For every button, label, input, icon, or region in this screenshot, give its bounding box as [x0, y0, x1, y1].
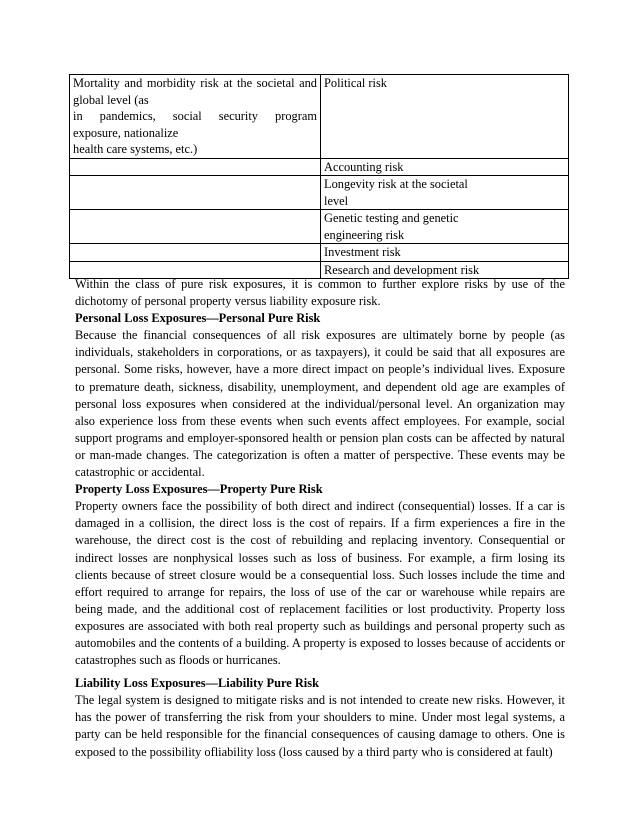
- section-heading-liability: Liability Loss Exposures—Liability Pure Risk: [75, 676, 319, 691]
- table-cell-right: [321, 176, 569, 210]
- body-text: [75, 276, 565, 761]
- cell-line: Political risk: [324, 76, 387, 90]
- table-row: [70, 75, 569, 159]
- cell-line: Accounting risk: [324, 159, 404, 174]
- cell-line: engineering risk: [324, 227, 405, 242]
- cell-line: Mortality and morbidity risk at the societal and: [73, 76, 317, 90]
- section-body-liability: The legal system is designed to mitigate risks and is not intended to create new risks. However, it has the power of transferring the risk from your shoulders to mine. Under most legal systems, a party can be held responsible for the financial consequences of causing damage to others. One is exposed to the possibility ofliability loss (loss caused by a third party who is considered at fault): [75, 693, 565, 759]
- cell-line: Research and development risk: [324, 262, 480, 277]
- cell-line: exposure, nationalize: [73, 125, 179, 140]
- table-row: [70, 244, 569, 262]
- table-cell-left: [70, 210, 321, 244]
- table-cell-right: [321, 244, 569, 262]
- section-body-personal: Because the financial consequences of all risk exposures are ultimately borne by people (as individuals, stakeholders in corporations, or as taxpayers), it could be said that all exposures are personal. Some risks, however, have a more direct impact on people’s individual lives. Exposure to premature death, sickness, disability, unemployment, and dependent old age are examples of personal loss exposures when considered at the individual/personal level. An organization may also experience loss from these events when such events affect employees. For example, social support programs and employer-sponsored health or pension plan costs can be affected by natural or man-made changes. The categorization is often a matter of perspective. These events may be catastrophic or accidental.: [75, 328, 565, 480]
- table-cell-left: [70, 158, 321, 176]
- table-row: [70, 210, 569, 244]
- cell-line: Longevity risk at the societal: [324, 177, 468, 191]
- cell-line: global level (as: [73, 92, 149, 107]
- intro-paragraph: Within the class of pure risk exposures, it is common to further explore risks by use of the dichotomy of personal property versus liability exposure risk.: [75, 277, 565, 309]
- section-heading-personal: Personal Loss Exposures—Personal Pure Risk: [75, 311, 321, 326]
- cell-line: in pandemics, social security program: [73, 109, 317, 123]
- cell-line: health care systems, etc.): [73, 142, 198, 156]
- section-heading-property: Property Loss Exposures—Property Pure Risk: [75, 482, 323, 497]
- table-cell-left: [70, 176, 321, 210]
- section-body-property: Property owners face the possibility of both direct and indirect (consequential) losses. If a car is damaged in a collision, the direct loss is the cost of repairs. If a firm experiences a fire in the warehouse, the direct cost is the cost of rebuilding and replacing inventory. Consequential or indirect losses are nonphysical losses such as loss of business. For example, a firm losing its clients because of street closure would be a consequential loss. Such losses include the time and effort required to arrange for repairs, the loss of use of the car or warehouse while repairs are being made, and the additional cost of replacement facilities or lost productivity. Property loss exposures are associated with both real property such as buildings and personal property such as automobiles and the contents of a building. A property is exposed to losses because of accidents or catastrophes such as floods or hurricanes.: [75, 499, 565, 668]
- table-cell-right: [321, 75, 569, 159]
- table-cell-left: [70, 244, 321, 262]
- risk-table: [69, 74, 569, 279]
- table-cell-right: [321, 210, 569, 244]
- cell-line: Genetic testing and genetic: [324, 211, 459, 225]
- table-cell-left: [70, 75, 321, 159]
- cell-line: Investment risk: [324, 245, 401, 259]
- table-cell-right: [321, 158, 569, 176]
- cell-line: level: [324, 193, 349, 208]
- table-row: [70, 158, 569, 176]
- table-row: [70, 176, 569, 210]
